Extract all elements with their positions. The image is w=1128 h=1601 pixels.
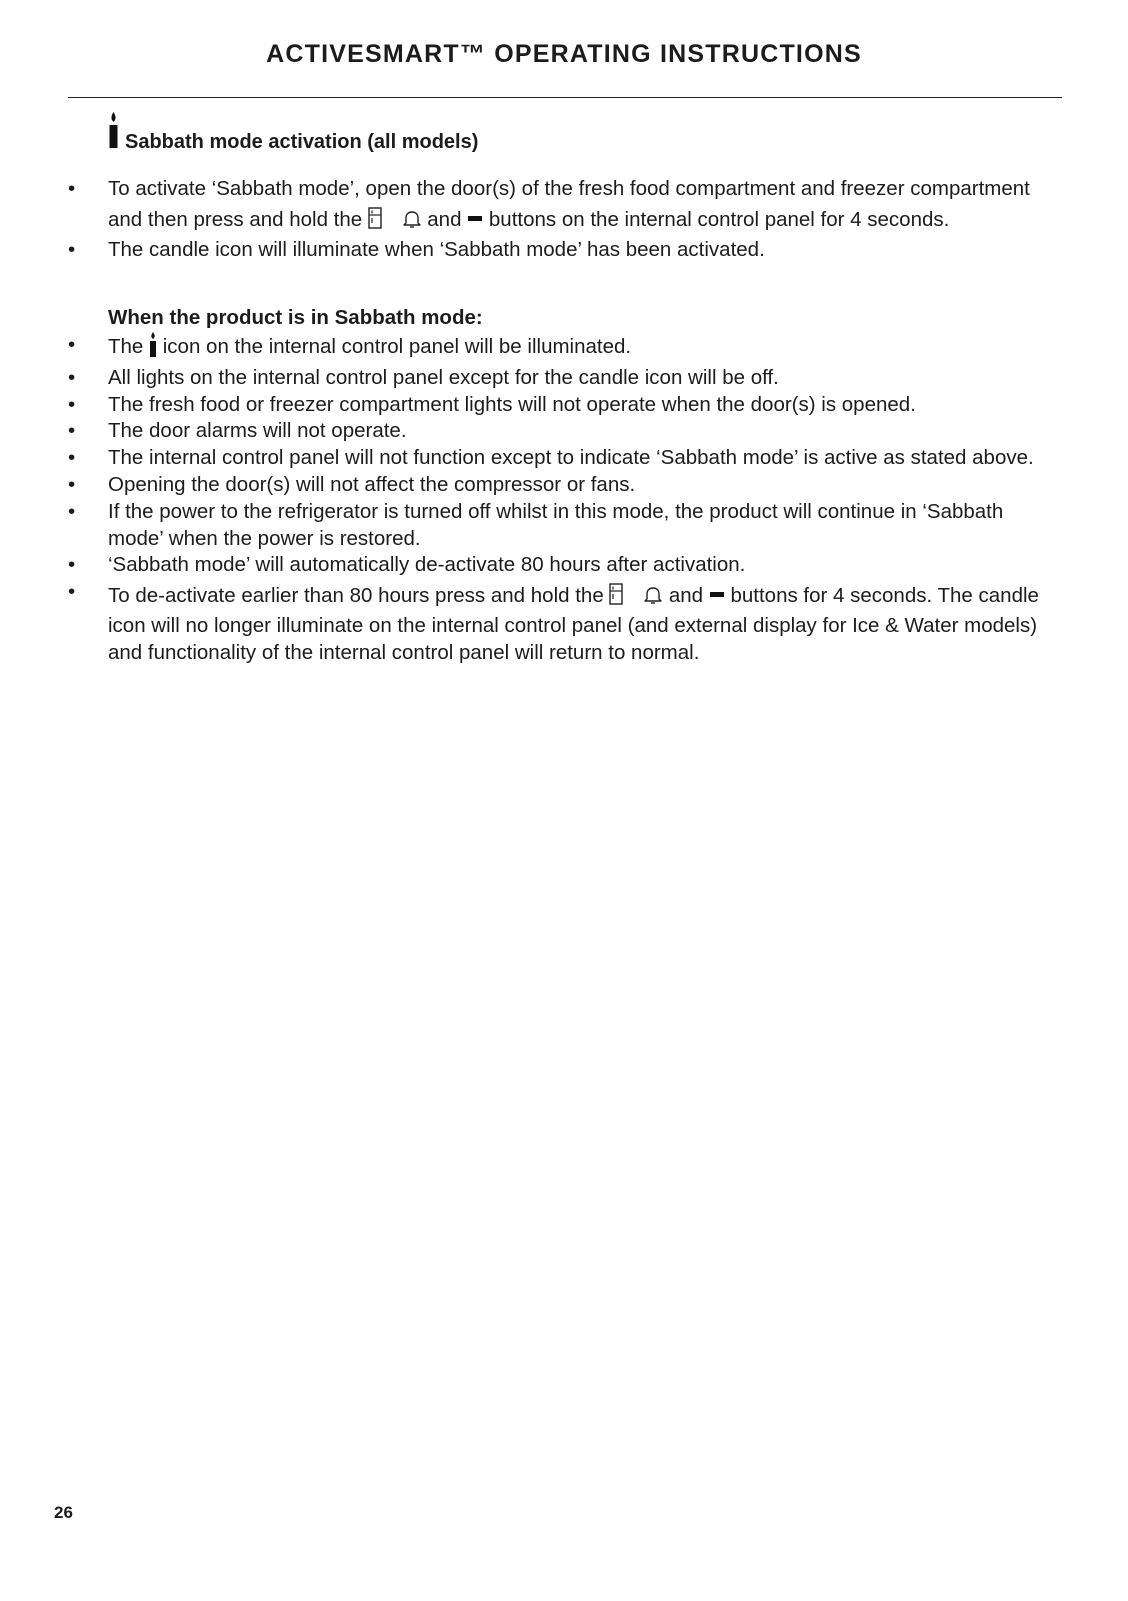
list-item-text: and xyxy=(668,584,704,608)
candle-icon xyxy=(149,332,157,365)
list-item-text: buttons for 4 seconds. The candle icon will no longer illuminate on the internal control panel (and external display for Ice & Water models) and functionality of the internal control panel will return to normal. xyxy=(108,584,1039,664)
activation-list xyxy=(68,176,1058,263)
page-number: 26 xyxy=(54,1503,73,1522)
page-header-title: ACTIVESMART™ OPERATING INSTRUCTIONS xyxy=(266,40,862,68)
list-item-text: buttons on the internal control panel for 4 seconds. xyxy=(488,207,950,231)
list-item: • Opening the door(s) will not affect the compressor or fans. xyxy=(68,472,1058,499)
minus-icon xyxy=(709,579,725,606)
candle-icon xyxy=(108,112,119,154)
list-item: • All lights on the internal control panel except for the candle icon will be off. xyxy=(68,365,1058,392)
subheading: When the product is in Sabbath mode: xyxy=(108,306,483,329)
bell-icon xyxy=(402,209,422,237)
fridge-icon xyxy=(609,583,623,613)
list-item-text: To activate ‘Sabbath mode’, open the door(s) of the fresh food compartment and freezer compartment and then press and hold the xyxy=(108,177,1030,231)
list-item: • The candle icon will illuminate when ‘Sabbath mode’ has been activated. xyxy=(68,237,1058,264)
list-item: • The internal control panel will not function except to indicate ‘Sabbath mode’ is active as stated above. xyxy=(68,445,1058,472)
list-item: • The door alarms will not operate. xyxy=(68,418,1058,445)
list-item xyxy=(68,332,1058,365)
list-item xyxy=(68,176,1058,237)
section-title: Sabbath mode activation (all models) xyxy=(125,131,479,153)
list-item: • If the power to the refrigerator is turned off whilst in this mode, the product will continue in ‘Sabbath mode’ when the power is restored. xyxy=(68,499,1058,553)
sabbath-mode-list xyxy=(68,332,1058,667)
minus-icon xyxy=(467,203,483,230)
header-divider xyxy=(68,97,1062,98)
list-item: • ‘Sabbath mode’ will automatically de-activate 80 hours after activation. xyxy=(68,552,1058,579)
list-item-text: icon on the internal control panel will be illuminated. xyxy=(162,335,632,358)
fridge-icon xyxy=(368,207,382,237)
list-item: • The fresh food or freezer compartment lights will not operate when the door(s) is opened. xyxy=(68,392,1058,419)
list-item-text: and xyxy=(427,207,462,231)
list-item-text: To de-activate earlier than 80 hours press and hold the xyxy=(108,584,604,608)
list-item xyxy=(68,579,1058,666)
list-item-text: The xyxy=(108,335,144,358)
section-heading xyxy=(108,112,478,154)
bell-icon xyxy=(643,585,663,613)
